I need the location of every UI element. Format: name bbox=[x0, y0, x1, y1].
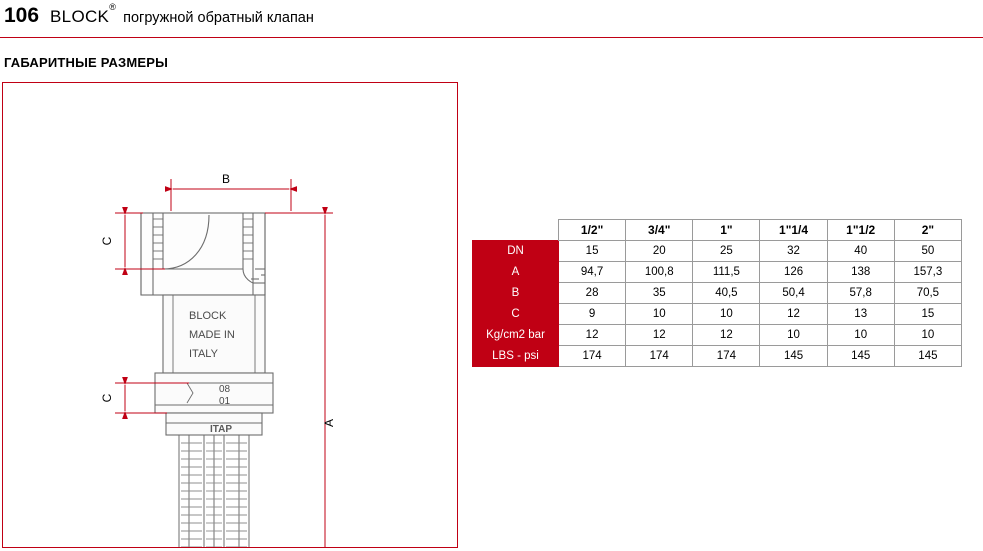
page-header bbox=[0, 0, 983, 38]
table-cell: 50,4 bbox=[760, 283, 827, 304]
dimension-label-a: A bbox=[322, 418, 336, 428]
drawing-text-italy: ITALY bbox=[189, 348, 218, 360]
table-cell: 57,8 bbox=[827, 283, 894, 304]
table-cell: 50 bbox=[894, 241, 961, 262]
table-cell: 10 bbox=[693, 304, 760, 325]
table-cell: 40 bbox=[827, 241, 894, 262]
registered-trademark-icon: ® bbox=[109, 2, 117, 13]
table-header-row bbox=[473, 220, 962, 241]
table-row-header: A bbox=[473, 262, 559, 283]
table-row-header: Kg/cm2 bar bbox=[473, 325, 559, 346]
table-cell: 10 bbox=[827, 325, 894, 346]
drawing-text-logo: ITAP bbox=[210, 424, 233, 435]
table-corner-cell bbox=[473, 220, 559, 241]
table-cell: 15 bbox=[559, 241, 626, 262]
table-row-header: LBS - psi bbox=[473, 346, 559, 367]
table-cell: 145 bbox=[760, 346, 827, 367]
table-cell: 32 bbox=[760, 241, 827, 262]
table-cell: 126 bbox=[760, 262, 827, 283]
table-row-header: C bbox=[473, 304, 559, 325]
table-row-header: B bbox=[473, 283, 559, 304]
table-cell: 25 bbox=[693, 241, 760, 262]
table-column-header: 1"1/4 bbox=[760, 220, 827, 241]
table-cell: 94,7 bbox=[559, 262, 626, 283]
product-code: 106 bbox=[4, 4, 40, 27]
table-column-header: 2" bbox=[894, 220, 961, 241]
drawing-text-code-bottom: 01 bbox=[219, 396, 231, 407]
table-row bbox=[473, 283, 962, 304]
table-cell: 174 bbox=[559, 346, 626, 367]
table-cell: 40,5 bbox=[693, 283, 760, 304]
table-cell: 174 bbox=[626, 346, 693, 367]
dimensions-table-wrapper bbox=[472, 219, 962, 367]
table-cell: 28 bbox=[559, 283, 626, 304]
dimension-label-c-top: C bbox=[100, 236, 114, 246]
table-cell: 10 bbox=[894, 325, 961, 346]
dimensions-table bbox=[472, 219, 962, 367]
table-cell: 15 bbox=[894, 304, 961, 325]
technical-drawing-frame bbox=[2, 82, 458, 548]
table-cell: 10 bbox=[760, 325, 827, 346]
table-cell: 12 bbox=[626, 325, 693, 346]
drawing-text-code-top: 08 bbox=[219, 384, 231, 395]
table-row bbox=[473, 241, 962, 262]
table-cell: 145 bbox=[827, 346, 894, 367]
table-cell: 20 bbox=[626, 241, 693, 262]
table-column-header: 3/4" bbox=[626, 220, 693, 241]
table-row bbox=[473, 346, 962, 367]
table-cell: 35 bbox=[626, 283, 693, 304]
brand-name bbox=[50, 2, 117, 27]
table-cell: 111,5 bbox=[693, 262, 760, 283]
table-cell: 12 bbox=[693, 325, 760, 346]
table-cell: 145 bbox=[894, 346, 961, 367]
table-row-header: DN bbox=[473, 241, 559, 262]
table-row bbox=[473, 262, 962, 283]
dimension-label-b: B bbox=[221, 172, 231, 186]
table-cell: 10 bbox=[626, 304, 693, 325]
table-column-header: 1" bbox=[693, 220, 760, 241]
table-column-header: 1/2" bbox=[559, 220, 626, 241]
section-title: ГАБАРИТНЫЕ РАЗМЕРЫ bbox=[4, 55, 169, 70]
table-cell: 12 bbox=[760, 304, 827, 325]
product-description: погружной обратный клапан bbox=[123, 10, 314, 26]
brand-label: BLOCK bbox=[50, 7, 110, 26]
table-cell: 12 bbox=[559, 325, 626, 346]
dimension-label-c-bottom: C bbox=[100, 393, 114, 403]
valve-technical-drawing bbox=[3, 83, 457, 547]
table-cell: 100,8 bbox=[626, 262, 693, 283]
drawing-text-block: BLOCK bbox=[189, 310, 227, 322]
table-cell: 9 bbox=[559, 304, 626, 325]
table-cell: 138 bbox=[827, 262, 894, 283]
table-cell: 13 bbox=[827, 304, 894, 325]
header-title-group bbox=[4, 4, 314, 28]
table-column-header: 1"1/2 bbox=[827, 220, 894, 241]
table-cell: 70,5 bbox=[894, 283, 961, 304]
table-row bbox=[473, 304, 962, 325]
table-row bbox=[473, 325, 962, 346]
table-cell: 174 bbox=[693, 346, 760, 367]
drawing-text-madein: MADE IN bbox=[189, 329, 235, 341]
table-cell: 157,3 bbox=[894, 262, 961, 283]
